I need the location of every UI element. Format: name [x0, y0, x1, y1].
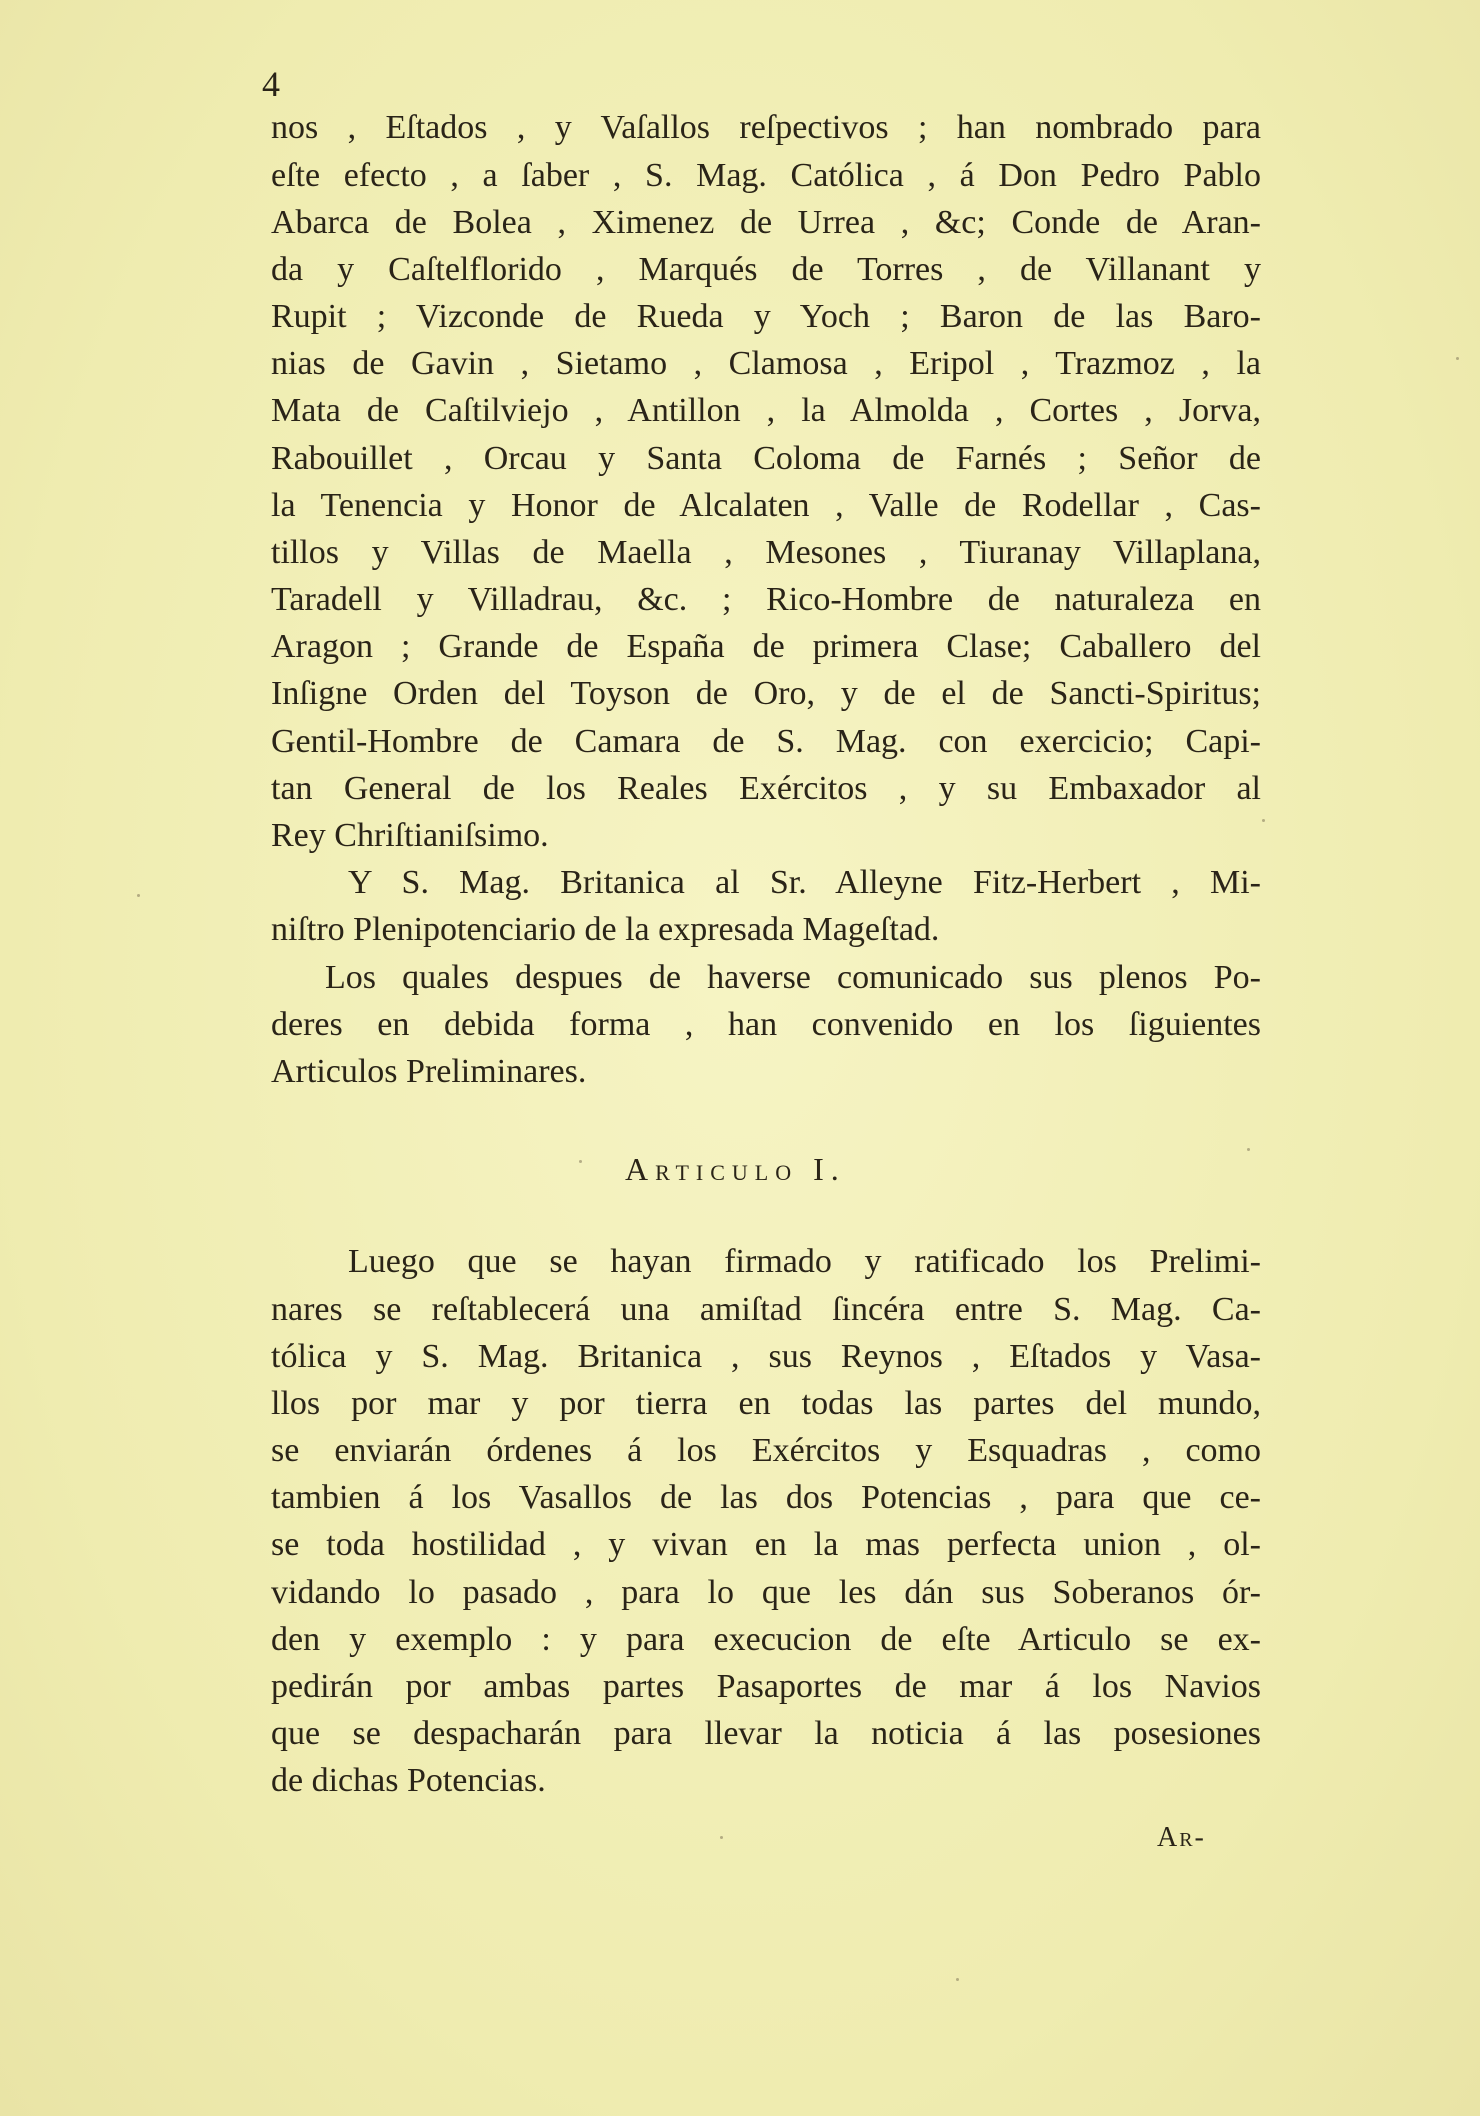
text-line: Los quales despues de haverse comunicado sus plenos Po-: [325, 959, 1261, 996]
text-line: Articulos Preliminares.: [271, 1053, 587, 1090]
text-line: Aragon ; Grande de España de primera Clase; Caballero del: [271, 628, 1261, 665]
article-heading: Articulo I.: [625, 1151, 846, 1187]
text-line: que se despacharán para llevar la noticia á las posesiones: [271, 1715, 1261, 1752]
catchword: Ar-: [1157, 1822, 1206, 1853]
text-line: Inſigne Orden del Toyson de Oro, y de el de Sancti-Spiritus;: [271, 675, 1261, 712]
text-line: Rupit ; Vizconde de Rueda y Yoch ; Baron de las Baro-: [271, 298, 1261, 335]
text-line: de dichas Potencias.: [271, 1762, 546, 1799]
text-line: vidando lo pasado , para lo que les dán sus Soberanos ór-: [271, 1574, 1261, 1611]
text-line: tan General de los Reales Exércitos , y su Embaxador al: [271, 770, 1261, 807]
text-line: llos por mar y por tierra en todas las partes del mundo,: [271, 1385, 1261, 1422]
text-line: deres en debida forma , han convenido en los ſiguientes: [271, 1006, 1261, 1043]
text-line: nares se reſtablecerá una amiſtad ſincéra entre S. Mag. Ca-: [271, 1291, 1261, 1328]
text-line: eſte efecto , a ſaber , S. Mag. Católica , á Don Pedro Pablo: [271, 157, 1261, 194]
text-line: Rey Chriſtianiſsimo.: [271, 817, 549, 854]
paper-speck: [1247, 1148, 1250, 1151]
text-line: la Tenencia y Honor de Alcalaten , Valle de Rodellar , Cas-: [271, 487, 1261, 524]
paper-speck: [579, 1160, 582, 1163]
text-line: tólica y S. Mag. Britanica , sus Reynos , Eſtados y Vasa-: [271, 1338, 1261, 1375]
paper-speck: [720, 1836, 723, 1839]
page-number: 4: [262, 64, 280, 104]
paper-speck: [1456, 357, 1459, 360]
text-line: Y S. Mag. Britanica al Sr. Alleyne Fitz-Herbert , Mi-: [348, 864, 1261, 901]
text-line: tambien á los Vasallos de las dos Potencias , para que ce-: [271, 1479, 1261, 1516]
text-line: nos , Eſtados , y Vaſallos reſpectivos ; han nombrado para: [271, 109, 1261, 146]
text-line: nias de Gavin , Sietamo , Clamosa , Eripol , Trazmoz , la: [271, 345, 1261, 382]
text-line: niſtro Plenipotenciario de la expresada Mageſtad.: [271, 911, 940, 948]
text-line: tillos y Villas de Maella , Mesones , Tiuranay Villaplana,: [271, 534, 1261, 571]
text-line: Rabouillet , Orcau y Santa Coloma de Farnés ; Señor de: [271, 440, 1261, 477]
text-line: Luego que se hayan firmado y ratificado los Prelimi-: [348, 1243, 1261, 1280]
text-line: Gentil-Hombre de Camara de S. Mag. con exercicio; Capi-: [271, 723, 1261, 760]
paper-speck: [1262, 819, 1265, 822]
text-line: da y Caſtelflorido , Marqués de Torres , de Villanant y: [271, 251, 1261, 288]
text-line: se enviarán órdenes á los Exércitos y Esquadras , como: [271, 1432, 1261, 1469]
text-line: Mata de Caſtilviejo , Antillon , la Almolda , Cortes , Jorva,: [271, 392, 1261, 429]
text-line: den y exemplo : y para execucion de eſte Articulo se ex-: [271, 1621, 1261, 1658]
text-line: Taradell y Villadrau, &c. ; Rico-Hombre de naturaleza en: [271, 581, 1261, 618]
text-line: Abarca de Bolea , Ximenez de Urrea , &c; Conde de Aran-: [271, 204, 1261, 241]
text-line: pedirán por ambas partes Pasaportes de mar á los Navios: [271, 1668, 1261, 1705]
paper-speck: [137, 894, 140, 897]
paper-speck: [956, 1978, 959, 1981]
text-line: se toda hostilidad , y vivan en la mas perfecta union , ol-: [271, 1526, 1261, 1563]
